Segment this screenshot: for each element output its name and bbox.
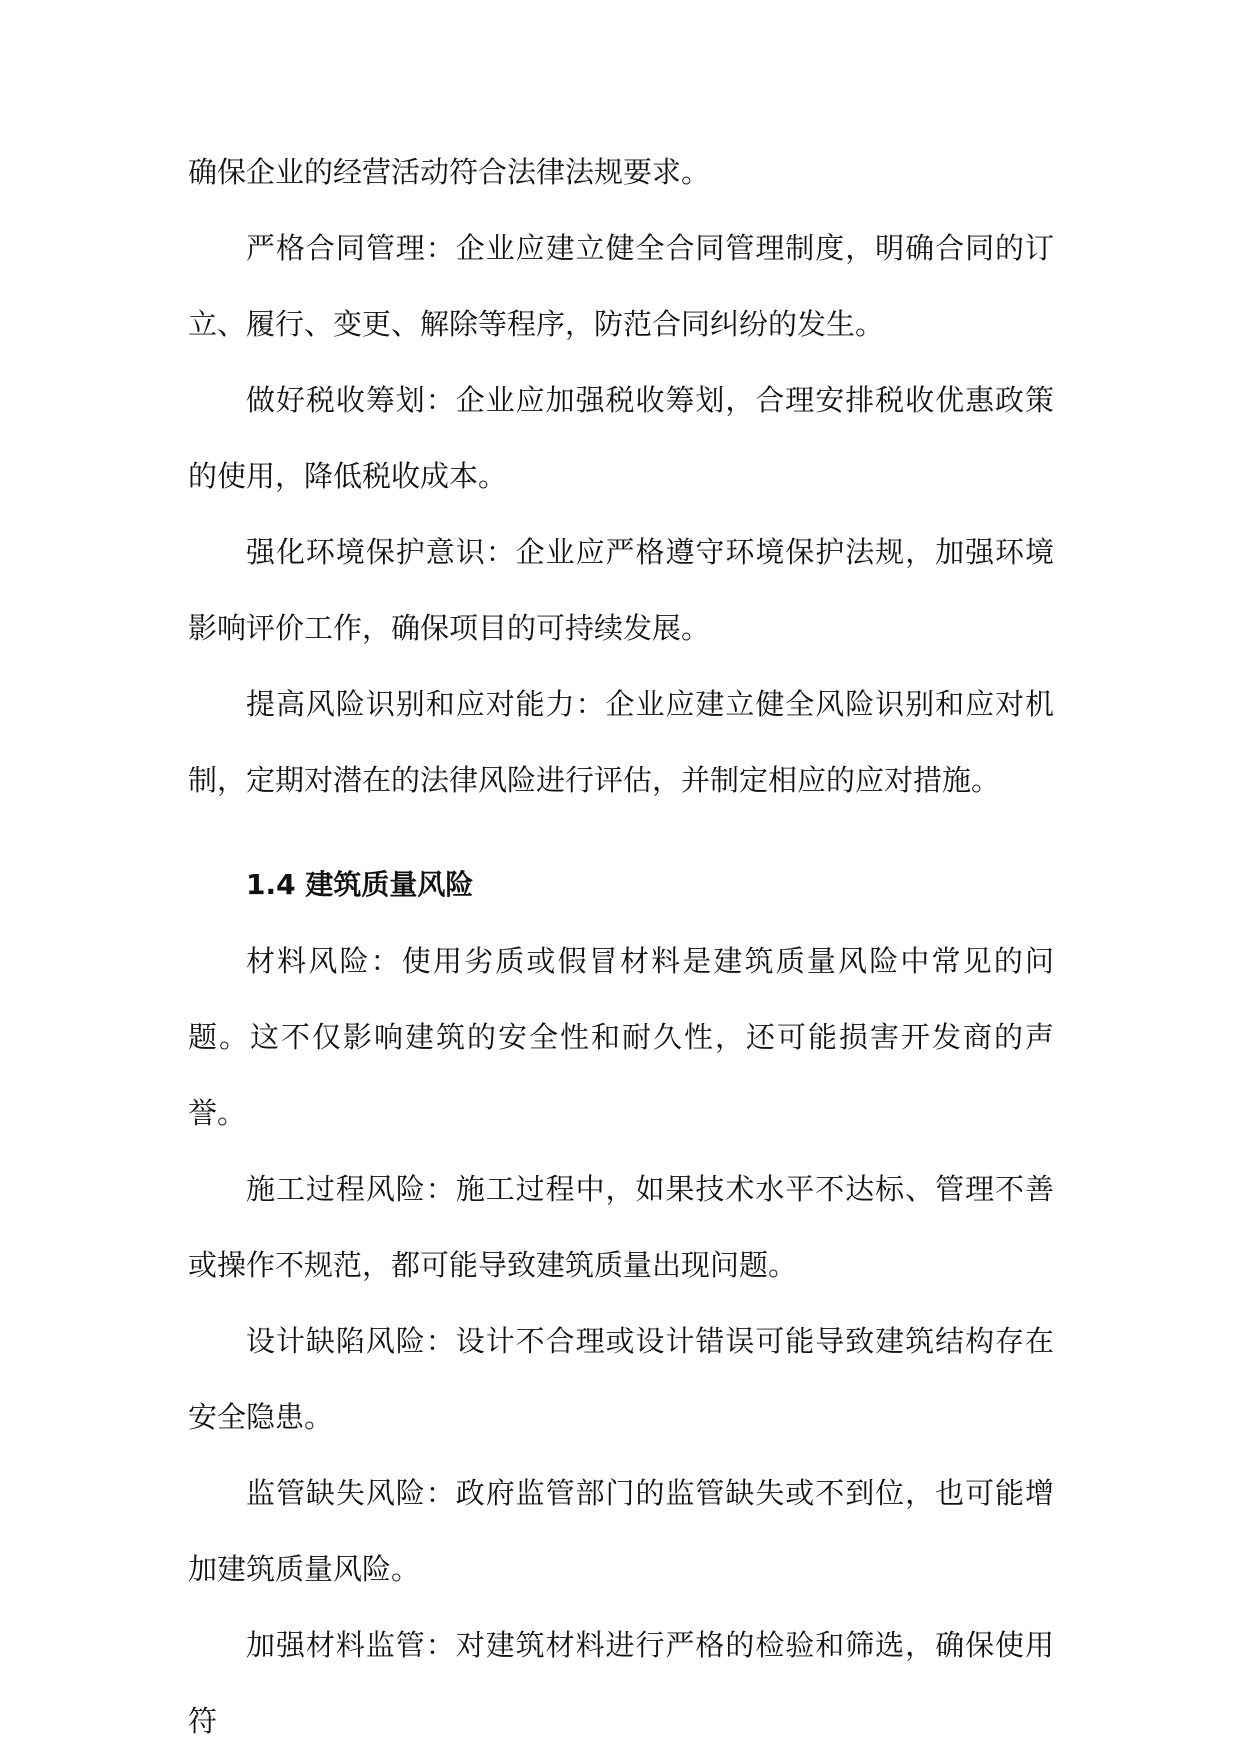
paragraph-risk-identification: 提高风险识别和应对能力：企业应建立健全风险识别和应对机制，定期对潜在的法律风险进行评估，并制定相应的应对措施。 xyxy=(188,687,1054,797)
paragraph-material-supervision: 加强材料监管：对建筑材料进行严格的检验和筛选，确保使用符 xyxy=(188,1628,1054,1738)
section-heading: 1.4 建筑质量风险 xyxy=(246,868,474,901)
continuation-paragraph: 确保企业的经营活动符合法律法规要求。 xyxy=(188,155,711,189)
text-block-top xyxy=(188,134,1054,818)
paragraph-supervision-risk: 监管缺失风险：政府监管部门的监管缺失或不到位，也可能增加建筑质量风险。 xyxy=(188,1476,1054,1586)
paragraph-construction-risk: 施工过程风险：施工过程中，如果技术水平不达标、管理不善或操作不规范，都可能导致建筑质量出现问题。 xyxy=(188,1172,1054,1282)
paragraph-design-risk: 设计缺陷风险：设计不合理或设计错误可能导致建筑结构存在安全隐患。 xyxy=(188,1324,1054,1434)
paragraph-environment-protection: 强化环境保护意识：企业应严格遵守环境保护法规，加强环境影响评价工作，确保项目的可持续发展。 xyxy=(188,535,1054,645)
paragraph-tax-planning: 做好税收筹划：企业应加强税收筹划，合理安排税收优惠政策的使用，降低税收成本。 xyxy=(188,383,1054,493)
paragraph-contract-management: 严格合同管理：企业应建立健全合同管理制度，明确合同的订立、履行、变更、解除等程序，防范合同纠纷的发生。 xyxy=(188,231,1054,341)
text-block-bottom xyxy=(188,847,1054,1759)
paragraph-material-risk: 材料风险：使用劣质或假冒材料是建筑质量风险中常见的问题。这不仅影响建筑的安全性和耐久性，还可能损害开发商的声誉。 xyxy=(188,944,1054,1130)
